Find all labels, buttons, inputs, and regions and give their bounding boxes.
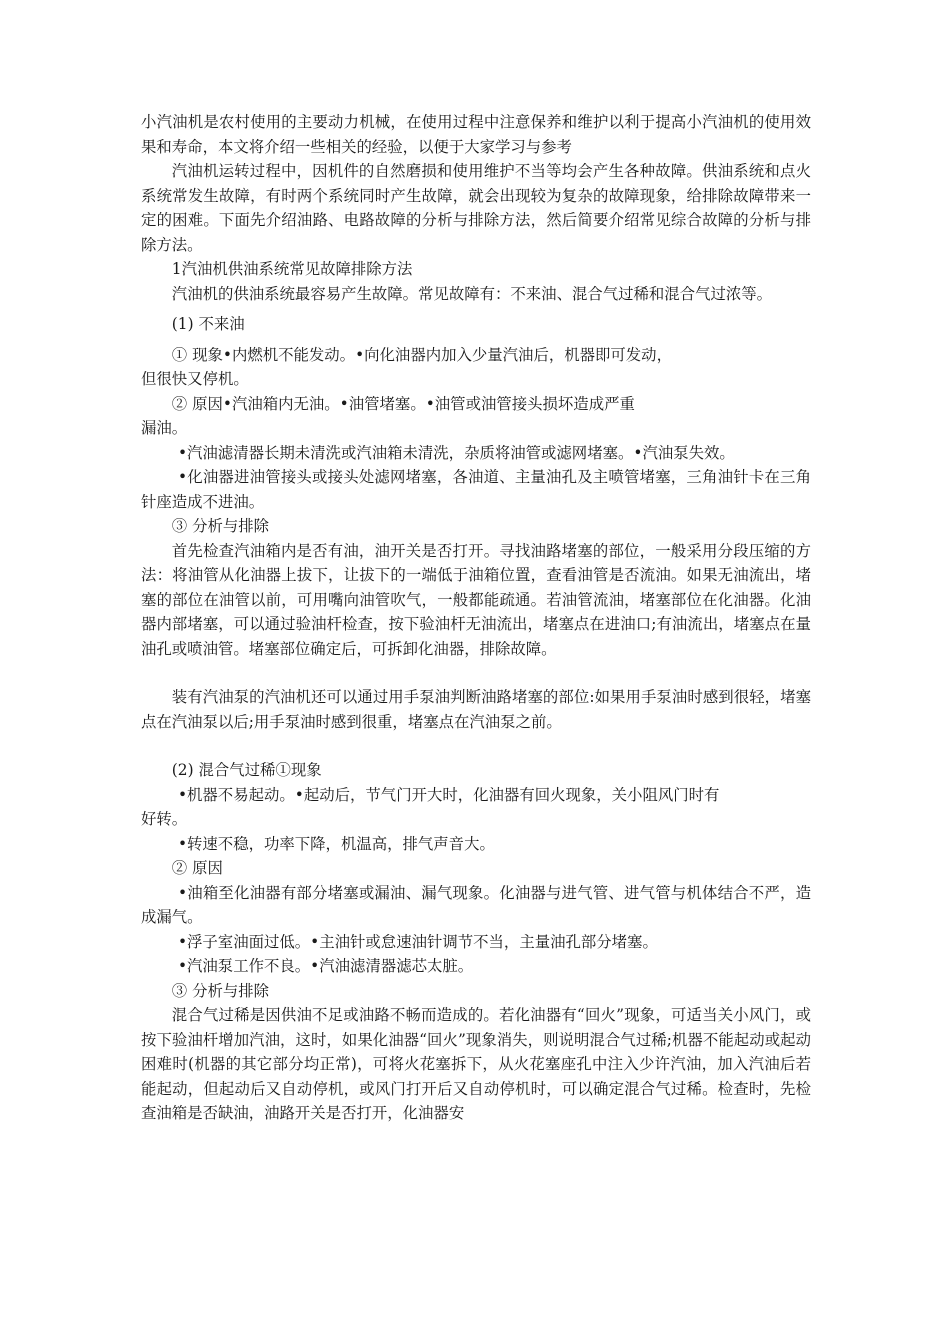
- subsection-1-cause-cont: 漏油。: [141, 419, 188, 437]
- subsection-1-cause: ② 原因•汽油箱内无油。•油管堵塞。•油管或油管接头损坏造成严重: [171, 394, 635, 413]
- subsection-2-phenomenon-bullet-1: •机器不易起动。•起动后，节气门开大时，化油器有回火现象，关小阻风门时有: [177, 785, 720, 804]
- subsection-2-cause-bullet-2: •浮子室油面过低。•主油针或怠速油针调节不当，主量油孔部分堵塞。: [177, 932, 658, 951]
- subsection-1-pump-paragraph: 装有汽油泵的汽油机还可以通过用手泵油判断油路堵塞的部位:如果用手泵油时感到很轻，堵塞点在汽油泵以后;用手泵油时感到很重，堵塞点在汽油泵之前。: [141, 688, 811, 731]
- subsection-1-analysis: 首先检查汽油箱内是否有油，油开关是否打开。寻找油路堵塞的部位，一般采用分段压缩的方法：将油管从化油器上拔下，让拔下的一端低于油箱位置，查看油管是否流油。如果无油流出，堵塞的部位在油管以前，可用嘴向油管吹气，一般都能疏通。若油管流油，堵塞部位在化油器。化油器内部堵塞，可以通过验油杆检查，按下验油杆无油流出，堵塞点在进油口;有油流出，堵塞点在量油孔或喷油管。堵塞部位确定后，可拆卸化油器，排除故障。: [141, 541, 811, 658]
- section-1-heading: 1汽油机供油系统常见故障排除方法: [171, 260, 413, 278]
- subsection-2-heading: (2) 混合气过稀①现象: [171, 761, 322, 779]
- subsection-2-phenomenon-bullet-1-cont: 好转。: [141, 810, 188, 828]
- subsection-1-cause-bullet-2: •化油器进油管接头或接头处滤网堵塞，各油道、主量油孔及主喷管堵塞，三角油针卡在三角针座造成不进油。: [141, 468, 811, 511]
- intro-paragraph: 小汽油机是农村使用的主要动力机械，在使用过程中注意保养和维护以利于提高小汽油机的使用效果和寿命，本文将介绍一些相关的经验，以便于大家学习与参考: [141, 113, 811, 156]
- subsection-1-analysis-heading: ③ 分析与排除: [171, 517, 270, 535]
- overview-paragraph: 汽油机运转过程中，因机件的自然磨损和使用维护不当等均会产生各种故障。供油系统和点火系统常发生故障，有时两个系统同时产生故障，就会出现较为复杂的故障现象，给排除故障带来一定的困难。下面先介绍油路、电路故障的分析与排除方法，然后简要介绍常见综合故障的分析与排除方法。: [141, 162, 811, 254]
- section-1-intro: 汽油机的供油系统最容易产生故障。常见故障有：不来油、混合气过稀和混合气过浓等。: [171, 284, 773, 303]
- subsection-2-analysis: 混合气过稀是因供油不足或油路不畅而造成的。若化油器有“回火”现象，可适当关小风门，或按下验油杆增加汽油，这时，如果化油器“回火”现象消失，则说明混合气过稀;机器不能起动或起动困难时(机器的其它部分均正常)，可将火花塞拆下，从火花塞座孔中注入少许汽油，加入汽油后若能起动，但起动后又自动停机，或风门打开后又自动停机时，可以确定混合气过稀。检查时，先检查油箱是否缺油，油路开关是否打开，化油器安: [141, 1006, 811, 1122]
- subsection-2-cause-bullet-3: •汽油泵工作不良。•汽油滤清器滤芯太脏。: [177, 957, 474, 975]
- subsection-1-heading: (1) 不来油: [171, 315, 245, 333]
- subsection-1-cause-bullet-1: •汽油滤清器长期未清洗或汽油箱未清洗，杂质将油管或滤网堵塞。•汽油泵失效。: [177, 443, 735, 462]
- subsection-2-phenomenon-bullet-2: •转速不稳，功率下降，机温高，排气声音大。: [177, 834, 495, 853]
- subsection-2-analysis-heading: ③ 分析与排除: [171, 981, 270, 1000]
- subsection-1-phenomenon: ① 现象•内燃机不能发动。•向化油器内加入少量汽油后，机器即可发动，: [171, 345, 672, 364]
- document-body: [141, 110, 811, 1126]
- subsection-1-phenomenon-cont: 但很快又停机。: [141, 370, 249, 388]
- subsection-2-cause-bullet-1: •油箱至化油器有部分堵塞或漏油、漏气现象。化油器与进气管、进气管与机体结合不严，造成漏气。: [141, 883, 811, 926]
- subsection-2-cause-heading: ② 原因: [171, 859, 223, 877]
